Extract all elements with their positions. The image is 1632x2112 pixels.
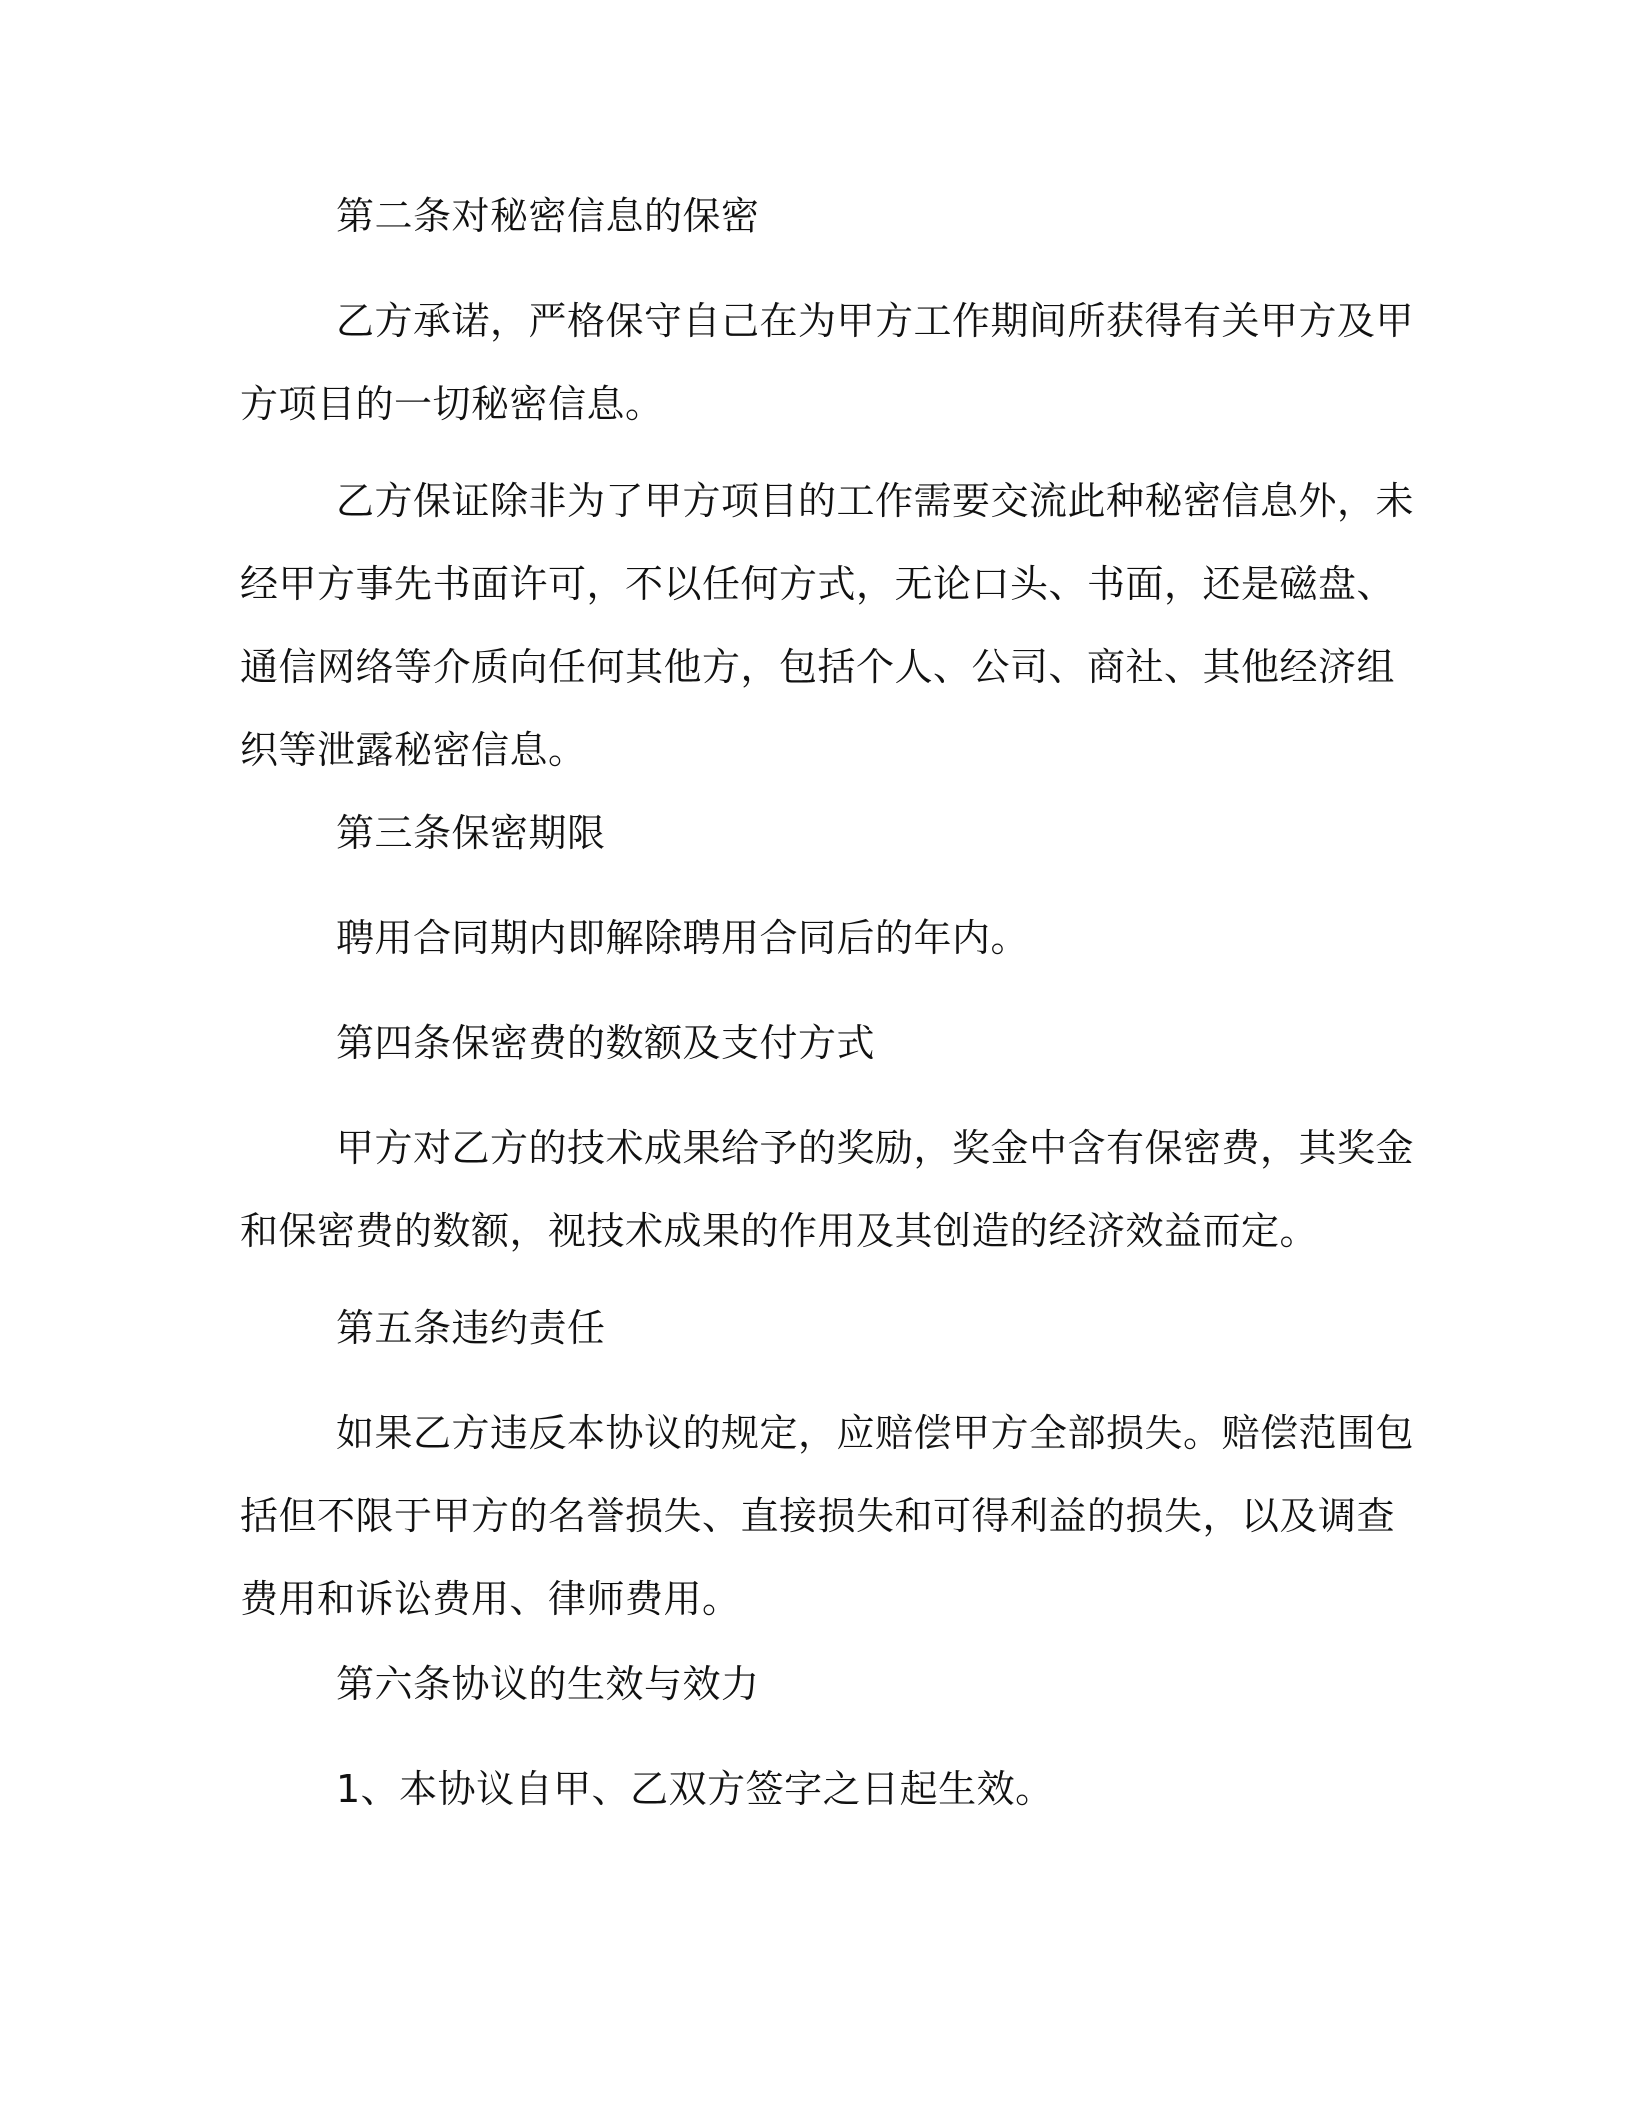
article-5-paragraph-1 [240,1392,1415,1641]
paragraph-line: 聘用合同期内即解除聘用合同后的年内。 [336,916,1030,960]
article-3-paragraph-1 [240,897,1390,980]
article-2-paragraph-1 [240,280,1415,446]
paragraph-line: 第六条协议的生效与效力 [336,1662,760,1706]
paragraph-line: 方项目的一切秘密信息。 [240,382,664,426]
paragraph-line: 括但不限于甲方的名誉损失、直接损失和可得利益的损失，以及调查 [240,1494,1396,1538]
paragraph-line: 乙方保证除非为了甲方项目的工作需要交流此种秘密信息外，未 [336,479,1415,523]
paragraph-line: 1、本协议自甲、乙双方签字之日起生效。 [336,1767,1054,1811]
paragraph-line: 第三条保密期限 [336,811,606,855]
paragraph-line: 乙方承诺，严格保守自己在为甲方工作期间所获得有关甲方及甲 [336,299,1415,343]
article-6-heading [240,1643,1390,1726]
article-4-paragraph-1 [240,1107,1415,1273]
article-6-paragraph-1 [240,1748,1390,1831]
article-3-heading [240,792,1390,875]
paragraph-line: 织等泄露秘密信息。 [240,728,587,772]
paragraph-line: 第四条保密费的数额及支付方式 [336,1021,876,1065]
paragraph-line: 经甲方事先书面许可，不以任何方式，无论口头、书面，还是磁盘、 [240,562,1396,606]
article-5-heading [240,1287,1390,1370]
article-2-heading [240,175,1390,258]
paragraph-line: 通信网络等介质向任何其他方，包括个人、公司、商社、其他经济组 [240,645,1396,689]
paragraph-line: 费用和诉讼费用、律师费用。 [240,1577,741,1621]
paragraph-line: 第二条对秘密信息的保密 [336,194,760,238]
article-2-paragraph-2 [240,460,1415,792]
paragraph-line: 甲方对乙方的技术成果给予的奖励，奖金中含有保密费，其奖金 [336,1126,1415,1170]
paragraph-line: 和保密费的数额，视技术成果的作用及其创造的经济效益而定。 [240,1209,1319,1253]
paragraph-line: 如果乙方违反本协议的规定，应赔偿甲方全部损失。赔偿范围包 [336,1411,1415,1455]
article-4-heading [240,1002,1390,1085]
paragraph-line: 第五条违约责任 [336,1306,606,1350]
